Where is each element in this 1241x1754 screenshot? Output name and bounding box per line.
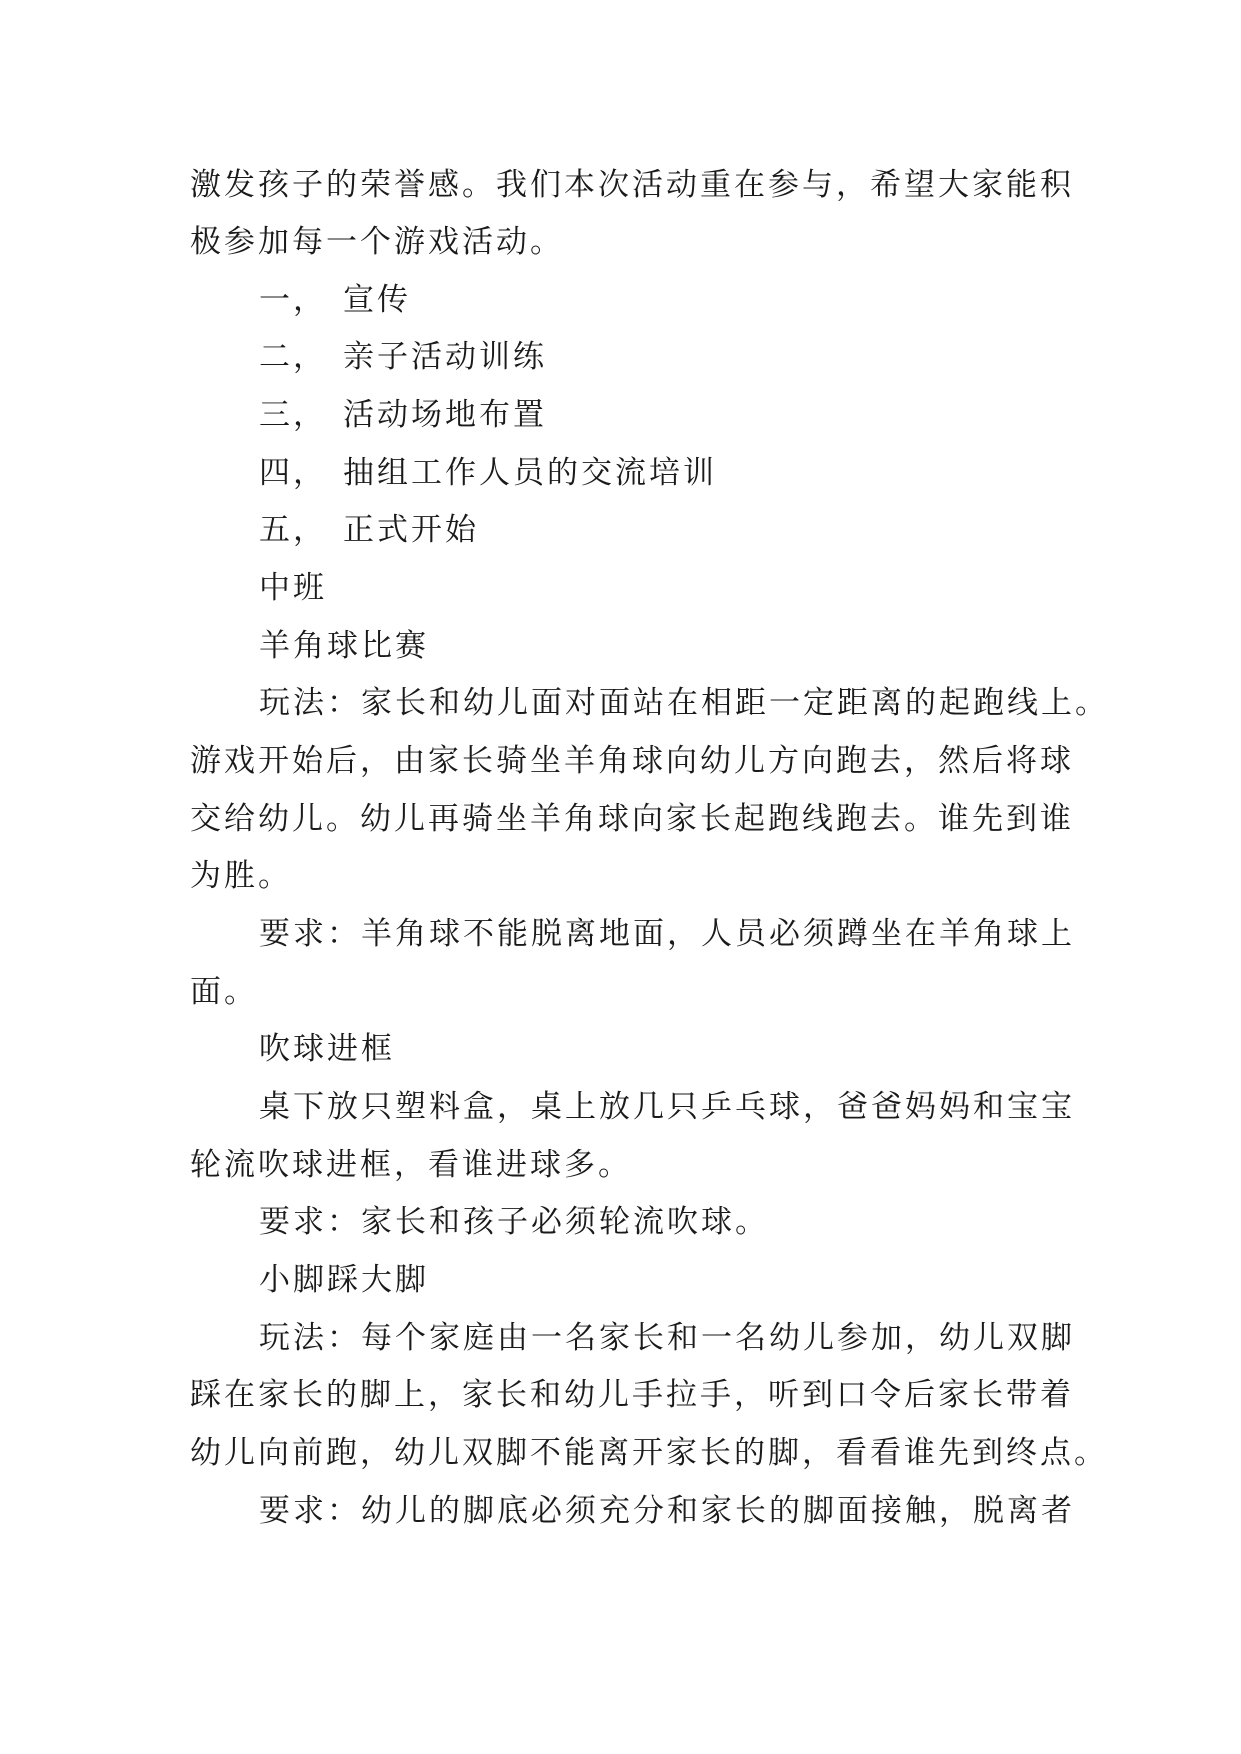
- requirement-line: 要求：羊角球不能脱离地面，人员必须蹲坐在羊角球上: [259, 916, 1075, 952]
- requirement-line: 要求：幼儿的脚底必须充分和家长的脚面接触，脱离者: [259, 1493, 1075, 1529]
- paragraph-line: 踩在家长的脚上，家长和幼儿手拉手，听到口令后家长带着: [190, 1377, 1074, 1413]
- step-text: 亲子活动训练: [343, 339, 547, 375]
- paragraph-line: 游戏开始后，由家长骑坐羊角球向幼儿方向跑去，然后将球: [190, 743, 1074, 779]
- paragraph-line: 交给幼儿。幼儿再骑坐羊角球向家长起跑线跑去。谁先到谁: [190, 801, 1074, 837]
- paragraph-line: 为胜。: [190, 858, 292, 894]
- step-text: 活动场地布置: [343, 397, 547, 433]
- class-heading: 中班: [259, 570, 327, 606]
- paragraph-line: 幼儿向前跑，幼儿双脚不能离开家长的脚，看看谁先到终点。: [190, 1435, 1108, 1471]
- step-item: [259, 395, 1119, 435]
- requirement-line: 面。: [190, 974, 258, 1010]
- paragraph-line: 激发孩子的荣誉感。我们本次活动重在参与，希望大家能积: [190, 167, 1074, 203]
- game-title: 吹球进框: [259, 1031, 395, 1067]
- step-text: 宣传: [343, 282, 411, 318]
- requirement-line: 要求：家长和孩子必须轮流吹球。: [259, 1204, 769, 1240]
- game-title: 羊角球比赛: [259, 628, 429, 664]
- paragraph-line: 桌下放只塑料盒，桌上放几只乒乓球，爸爸妈妈和宝宝: [259, 1089, 1075, 1125]
- step-text: 正式开始: [343, 512, 479, 548]
- step-item: [259, 453, 1119, 493]
- step-number: 四，: [259, 455, 327, 491]
- step-number: 五，: [259, 512, 327, 548]
- step-item: [259, 510, 1119, 550]
- paragraph-line: 玩法：每个家庭由一名家长和一名幼儿参加，幼儿双脚: [259, 1320, 1075, 1356]
- step-number: 三，: [259, 397, 327, 433]
- step-number: 一，: [259, 282, 327, 318]
- step-number: 二，: [259, 339, 327, 375]
- step-text: 抽组工作人员的交流培训: [343, 455, 717, 491]
- step-item: [259, 280, 1119, 320]
- paragraph-line: 玩法：家长和幼儿面对面站在相距一定距离的起跑线上。: [259, 685, 1109, 721]
- paragraph-line: 极参加每一个游戏活动。: [190, 224, 564, 260]
- paragraph-line: 轮流吹球进框，看谁进球多。: [190, 1147, 632, 1183]
- game-title: 小脚踩大脚: [259, 1262, 429, 1298]
- step-item: [259, 337, 1119, 377]
